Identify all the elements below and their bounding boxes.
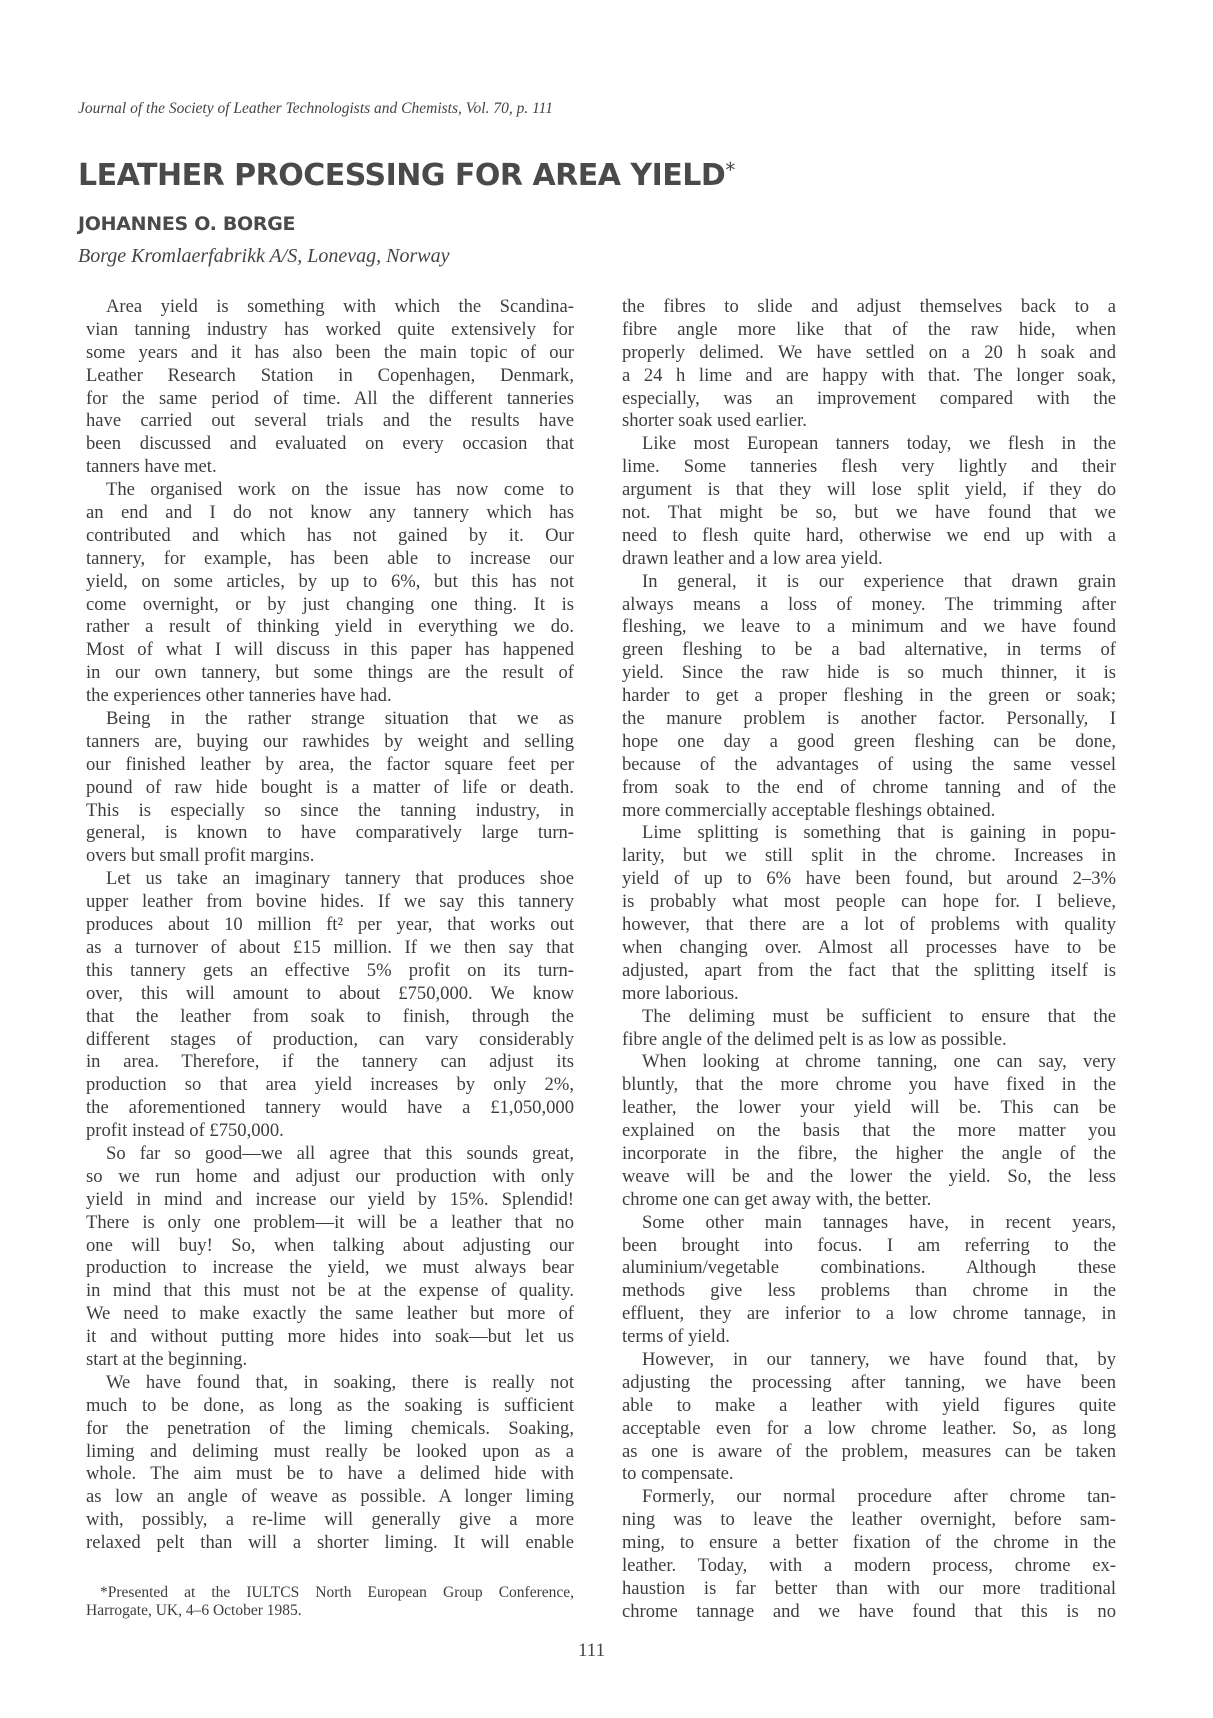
text-line: liming and deliming must really be looked upon as a	[86, 1440, 574, 1462]
text-line: fibre angle of the delimed pelt is as low as possible.	[622, 1028, 1007, 1050]
text-line: properly delimed. We have settled on a 20 h soak and	[622, 341, 1116, 363]
text-line: relaxed pelt than will a shorter liming. It will enable	[86, 1532, 574, 1554]
paragraph	[622, 433, 1116, 570]
text-line: hope one day a good green fleshing can be done,	[622, 730, 1116, 752]
paragraph	[622, 571, 1116, 823]
text-line: from soak to the end of chrome tanning and of the	[622, 776, 1116, 798]
text-line: When looking at chrome tanning, one can say, very	[642, 1051, 1116, 1073]
text-line: ming, to ensure a better fixation of the chrome in the	[622, 1532, 1116, 1554]
text-line: as a turnover of about £15 million. If we then say that	[86, 936, 574, 958]
text-line: some years and it has also been the main topic of our	[86, 341, 574, 363]
paragraph	[622, 1051, 1116, 1211]
right-column	[622, 296, 1116, 1624]
text-line: lime. Some tanneries flesh very lightly and their	[622, 456, 1116, 478]
text-line: tanners are, buying our rawhides by weight and selling	[86, 730, 574, 752]
text-line: been discussed and evaluated on every occasion that	[86, 433, 574, 455]
text-line: however, that there are a lot of problems with quality	[622, 914, 1116, 936]
text-line: tannery, for example, has been able to increase our	[86, 547, 574, 569]
title-footnote-marker: *	[725, 158, 735, 182]
text-line: the fibres to slide and adjust themselves back to a	[622, 296, 1116, 317]
text-line: In general, it is our experience that drawn grain	[642, 570, 1116, 592]
text-line: acceptable even for a low chrome leather. So, as long	[622, 1417, 1116, 1439]
text-line: start at the beginning.	[86, 1348, 248, 1370]
text-line: This is especially so since the tanning industry, in	[86, 799, 574, 821]
footnote-line: *Presented at the IULTCS North European Group Conference,	[100, 1584, 574, 1601]
text-line: harder to get a proper fleshing in the green or soak;	[622, 685, 1116, 707]
text-line: it and without putting more hides into soak—but let us	[86, 1326, 574, 1348]
text-line: need to flesh quite hard, otherwise we end up with a	[622, 524, 1116, 546]
text-line: Area yield is something with which the Scandina-	[106, 296, 574, 317]
paragraph	[86, 1143, 574, 1372]
text-line: is probably what most people can hope for. I believe,	[622, 891, 1116, 913]
text-line: pound of raw hide bought is a matter of life or death.	[86, 776, 574, 798]
text-line: different stages of production, can vary considerably	[86, 1028, 574, 1050]
text-line: Let us take an imaginary tannery that produces shoe	[106, 868, 574, 890]
text-line: rather a result of thinking yield in everything we do.	[86, 616, 574, 638]
text-line: yield, on some articles, by up to 6%, but this has not	[86, 570, 574, 592]
left-column	[86, 296, 574, 1555]
text-line: in our own tannery, but some things are the result of	[86, 662, 574, 684]
text-line: drawn leather and a low area yield.	[622, 547, 883, 569]
paragraph	[622, 1486, 1116, 1623]
text-line: Formerly, our normal procedure after chrome tan-	[642, 1486, 1116, 1508]
text-line: overs but small profit margins.	[86, 845, 315, 867]
text-line: adjusted, apart from the fact that the splitting itself is	[622, 959, 1116, 981]
article-title-text: LEATHER PROCESSING FOR AREA YIELD	[78, 158, 726, 193]
text-line: always means a loss of money. The trimming after	[622, 593, 1116, 615]
text-line: as low an angle of weave as possible. A longer liming	[86, 1486, 574, 1508]
text-line: vian tanning industry has worked quite extensively for	[86, 318, 574, 340]
text-line: to compensate.	[622, 1463, 734, 1485]
text-line: upper leather from bovine hides. If we say this tannery	[86, 891, 574, 913]
text-line: chrome tannage and we have found that this is no	[622, 1600, 1116, 1622]
text-line: have carried out several trials and the results have	[86, 410, 574, 432]
text-line: an end and I do not know any tannery which has	[86, 502, 574, 524]
text-line: so we run home and adjust our production with only	[86, 1165, 574, 1187]
text-line: with, possibly, a re-lime will generally give a more	[86, 1509, 574, 1531]
text-line: able to make a leather with yield figures quite	[622, 1394, 1116, 1416]
text-line: general, is known to have comparatively large turn-	[86, 822, 574, 844]
text-line: especially, was an improvement compared with the	[622, 387, 1116, 409]
text-line: Most of what I will discuss in this paper has happened	[86, 639, 574, 661]
text-line: in mind that this must not be at the expense of quality.	[86, 1280, 574, 1302]
text-line: adjusting the processing after tanning, we have been	[622, 1371, 1116, 1393]
paragraph	[622, 1212, 1116, 1349]
text-line: much to be done, as long as the soaking is sufficient	[86, 1394, 574, 1416]
text-line: green fleshing to be a bad alternative, in terms of	[622, 639, 1116, 661]
paragraph	[622, 1006, 1116, 1052]
text-line: We need to make exactly the same leather but more of	[86, 1303, 574, 1325]
text-line: more commercially acceptable fleshings obtained.	[622, 799, 996, 821]
text-line: So far so good—we all agree that this sounds great,	[106, 1142, 574, 1164]
text-line: this tannery gets an effective 5% profit on its turn-	[86, 959, 574, 981]
text-line: The organised work on the issue has now come to	[106, 479, 574, 501]
text-line: Some other main tannages have, in recent years,	[642, 1211, 1116, 1233]
page-number: 111	[578, 1640, 606, 1661]
text-line: not. That might be so, but we have found that we	[622, 502, 1116, 524]
footnote	[86, 1584, 574, 1620]
text-line: a 24 h lime and are happy with that. The longer soak,	[622, 364, 1116, 386]
text-line: the aforementioned tannery would have a £1,050,000	[86, 1097, 574, 1119]
text-line: production so that area yield increases by only 2%,	[86, 1074, 574, 1096]
author-affiliation: Borge Kromlaerfabrikk A/S, Lonevag, Norway	[78, 245, 450, 267]
text-line: yield in mind and increase our yield by 15%. Splendid!	[86, 1188, 574, 1210]
paragraph	[622, 296, 1116, 433]
text-line: over, this will amount to about £750,000. We know	[86, 982, 574, 1004]
text-line: because of the advantages of using the same vessel	[622, 753, 1116, 775]
text-line: been brought into focus. I am referring to the	[622, 1234, 1116, 1256]
text-line: tanners have met.	[86, 456, 217, 478]
author-name: JOHANNES O. BORGE	[78, 213, 296, 235]
text-line: whole. The aim must be to have a delimed hide with	[86, 1463, 574, 1485]
text-line: as one is aware of the problem, measures can be taken	[622, 1440, 1116, 1462]
text-line: incorporate in the fibre, the higher the angle of the	[622, 1142, 1116, 1164]
text-line: more laborious.	[622, 982, 739, 1004]
text-line: the manure problem is another factor. Personally, I	[622, 708, 1116, 730]
text-line: fleshing, we leave to a minimum and we have found	[622, 616, 1116, 638]
paragraph	[86, 708, 574, 868]
text-line: yield of up to 6% have been found, but around 2–3%	[622, 868, 1116, 890]
text-line: shorter soak used earlier.	[622, 410, 807, 432]
text-line: weave will be and the lower the yield. So, the less	[622, 1165, 1116, 1187]
text-line: when changing over. Almost all processes have to be	[622, 936, 1116, 958]
text-line: terms of yield.	[622, 1326, 730, 1348]
paragraph	[86, 868, 574, 1143]
paragraph	[622, 822, 1116, 1005]
footnote-line: Harrogate, UK, 4–6 October 1985.	[86, 1602, 302, 1619]
text-line: Leather Research Station in Copenhagen, Denmark,	[86, 364, 574, 386]
text-line: for the penetration of the liming chemicals. Soaking,	[86, 1417, 574, 1439]
text-line: production to increase the yield, we must always bear	[86, 1257, 574, 1279]
text-line: There is only one problem—it will be a leather that no	[86, 1211, 574, 1233]
text-line: effluent, they are inferior to a low chrome tannage, in	[622, 1303, 1116, 1325]
article-title	[78, 158, 735, 193]
text-line: aluminium/vegetable combinations. Although these	[622, 1257, 1116, 1279]
text-line: produces about 10 million ft² per year, that works out	[86, 914, 574, 936]
text-line: the experiences other tanneries have had.	[86, 685, 392, 707]
text-line: chrome one can get away with, the better.	[622, 1188, 932, 1210]
paragraph	[622, 1349, 1116, 1486]
text-line: explained on the basis that the more matter you	[622, 1120, 1116, 1142]
text-line: profit instead of £750,000.	[86, 1120, 284, 1142]
text-line: Lime splitting is something that is gaining in popu-	[642, 822, 1116, 844]
text-line: argument is that they will lose split yield, if they do	[622, 479, 1116, 501]
text-line: in area. Therefore, if the tannery can adjust its	[86, 1051, 574, 1073]
text-line: come overnight, or by just changing one thing. It is	[86, 593, 574, 615]
paragraph	[86, 1372, 574, 1555]
text-line: Like most European tanners today, we flesh in the	[642, 433, 1116, 455]
text-line: methods give less problems than chrome in the	[622, 1280, 1116, 1302]
text-line: ning was to leave the leather overnight, before sam-	[622, 1509, 1116, 1531]
text-line: bluntly, that the more chrome you have fixed in the	[622, 1074, 1116, 1096]
text-line: our finished leather by area, the factor square feet per	[86, 753, 574, 775]
text-line: leather, the lower your yield will be. This can be	[622, 1097, 1116, 1119]
text-line: haustion is far better than with our more traditional	[622, 1577, 1116, 1599]
text-line: leather. Today, with a modern process, chrome ex-	[622, 1554, 1116, 1576]
running-head: Journal of the Society of Leather Technologists and Chemists, Vol. 70, p. 111	[78, 100, 554, 117]
text-line: fibre angle more like that of the raw hide, when	[622, 318, 1116, 340]
text-line: contributed and which has not gained by it. Our	[86, 524, 574, 546]
paragraph	[86, 479, 574, 708]
text-line: However, in our tannery, we have found that, by	[642, 1348, 1116, 1370]
text-line: larity, but we still split in the chrome. Increases in	[622, 845, 1116, 867]
text-line: yield. Since the raw hide is so much thinner, it is	[622, 662, 1116, 684]
paragraph	[86, 296, 574, 479]
text-line: for the same period of time. All the different tanneries	[86, 387, 574, 409]
text-line: one will buy! So, when talking about adjusting our	[86, 1234, 574, 1256]
text-line: The deliming must be sufficient to ensure that the	[642, 1005, 1116, 1027]
text-line: We have found that, in soaking, there is really not	[106, 1371, 574, 1393]
text-line: that the leather from soak to finish, through the	[86, 1005, 574, 1027]
text-line: Being in the rather strange situation that we as	[106, 708, 574, 730]
